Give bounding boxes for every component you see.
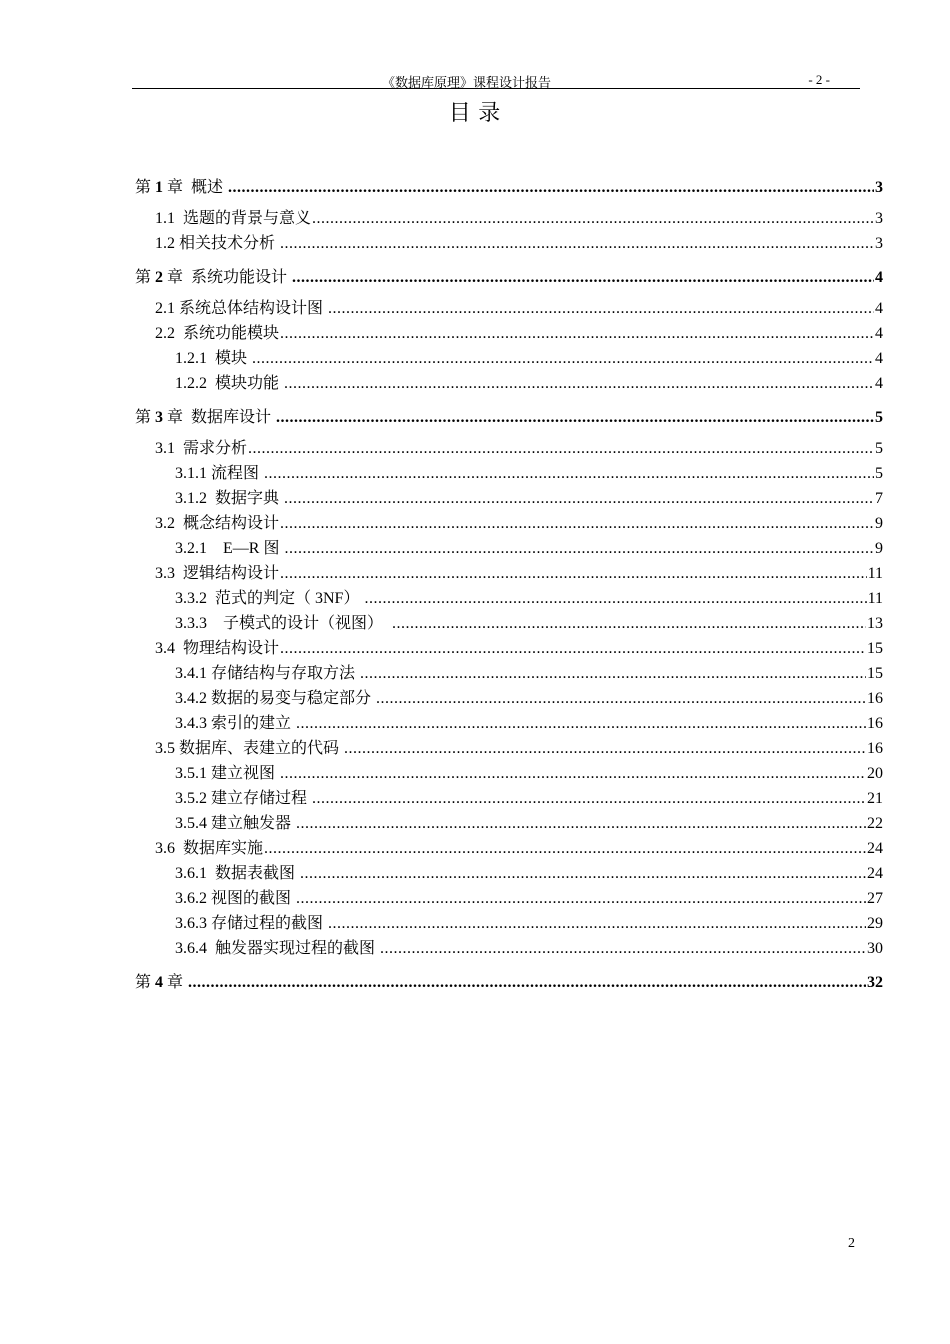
toc-entry-label: 3.4.1 存储结构与存取方法 xyxy=(175,665,360,682)
toc-page-number: 16 xyxy=(867,715,883,732)
toc-leader-dots xyxy=(300,861,866,886)
header-page-marker: - 2 - xyxy=(808,72,830,87)
toc-entry[interactable] xyxy=(135,511,883,536)
toc-page-number: 20 xyxy=(867,765,883,782)
toc-entry-label: 3.4.3 索引的建立 xyxy=(175,715,296,732)
toc-page-number: 13 xyxy=(867,615,883,632)
toc-page-number: 15 xyxy=(867,665,883,682)
toc-leader-dots xyxy=(328,911,866,936)
toc-entry[interactable] xyxy=(135,561,883,586)
toc-page-number: 4 xyxy=(875,300,883,317)
toc-leader-dots xyxy=(360,661,866,686)
toc-entry[interactable] xyxy=(135,936,883,961)
toc-entry[interactable] xyxy=(135,486,883,511)
toc-entry[interactable] xyxy=(135,861,883,886)
toc-chapter-entry[interactable] xyxy=(135,405,883,430)
toc-entry[interactable] xyxy=(135,711,883,736)
toc-entry-label: 3.1.2 数据字典 xyxy=(175,490,284,507)
table-of-contents xyxy=(135,175,883,1001)
toc-page-number: 24 xyxy=(867,840,883,857)
toc-leader-dots xyxy=(312,786,866,811)
toc-leader-dots xyxy=(228,175,874,200)
toc-leader-dots xyxy=(344,736,866,761)
toc-entry-label: 3.2 概念结构设计 xyxy=(155,515,280,532)
toc-page-number: 24 xyxy=(867,865,883,882)
toc-page-number: 3 xyxy=(875,179,883,196)
toc-entry[interactable] xyxy=(135,836,883,861)
toc-entry[interactable] xyxy=(135,436,883,461)
toc-entry-label: 3.4.2 数据的易变与稳定部分 xyxy=(175,690,376,707)
toc-entry[interactable] xyxy=(135,761,883,786)
toc-leader-dots xyxy=(264,461,874,486)
toc-chapter-entry[interactable] xyxy=(135,175,883,200)
toc-page-number: 3 xyxy=(875,210,883,227)
toc-leader-dots xyxy=(284,371,874,396)
toc-entry[interactable] xyxy=(135,346,883,371)
toc-page-number: 5 xyxy=(875,409,883,426)
toc-entry-label: 3.3.2 范式的判定（ 3NF） xyxy=(175,590,364,607)
running-header xyxy=(132,70,860,89)
toc-entry-label: 3.6.2 视图的截图 xyxy=(175,890,296,907)
toc-entry[interactable] xyxy=(135,736,883,761)
toc-page-number: 9 xyxy=(875,540,883,557)
toc-page-number: 5 xyxy=(875,440,883,457)
toc-entry[interactable] xyxy=(135,911,883,936)
toc-leader-dots xyxy=(188,970,866,995)
toc-leader-dots xyxy=(364,586,866,611)
toc-leader-dots xyxy=(280,636,866,661)
toc-leader-dots xyxy=(392,611,866,636)
toc-entry[interactable] xyxy=(135,321,883,346)
toc-leader-dots xyxy=(284,536,874,561)
toc-leader-dots xyxy=(376,686,866,711)
toc-page-number: 22 xyxy=(867,815,883,832)
toc-entry-label: 3.3.3 子模式的设计（视图） xyxy=(175,615,392,632)
toc-page-number: 30 xyxy=(867,940,883,957)
toc-page-number: 9 xyxy=(875,515,883,532)
toc-entry-label: 2.2 系统功能模块 xyxy=(155,325,280,342)
toc-page-number: 16 xyxy=(867,690,883,707)
toc-entry-label: 1.2.2 模块功能 xyxy=(175,375,284,392)
toc-page-number: 11 xyxy=(867,590,883,607)
toc-entry[interactable] xyxy=(135,686,883,711)
toc-chapter-entry[interactable] xyxy=(135,265,883,290)
toc-entry-label: 第 3 章 数据库设计 xyxy=(135,409,276,426)
toc-entry[interactable] xyxy=(135,536,883,561)
toc-page-number: 3 xyxy=(875,235,883,252)
toc-page-number: 16 xyxy=(867,740,883,757)
toc-entry-label: 1.2 相关技术分析 xyxy=(155,235,280,252)
toc-entry-label: 3.2.1 E—R 图 xyxy=(175,540,284,557)
toc-leader-dots xyxy=(284,486,874,511)
toc-leader-dots xyxy=(280,231,874,256)
toc-entry[interactable] xyxy=(135,296,883,321)
toc-page-number: 32 xyxy=(867,974,883,991)
toc-entry-label: 3.3 逻辑结构设计 xyxy=(155,565,280,582)
toc-entry[interactable] xyxy=(135,371,883,396)
toc-entry-label: 1.2.1 模块 xyxy=(175,350,252,367)
toc-entry-label: 3.6.4 触发器实现过程的截图 xyxy=(175,940,380,957)
toc-chapter-entry[interactable] xyxy=(135,970,883,995)
toc-page-number: 11 xyxy=(867,565,883,582)
toc-entry-label: 2.1 系统总体结构设计图 xyxy=(155,300,328,317)
toc-page-number: 4 xyxy=(875,350,883,367)
toc-entry-label: 第 4 章 xyxy=(135,974,188,991)
toc-entry-label: 3.6 数据库实施 xyxy=(155,840,264,857)
toc-entry[interactable] xyxy=(135,206,883,231)
toc-entry[interactable] xyxy=(135,811,883,836)
toc-entry-label: 3.6.3 存储过程的截图 xyxy=(175,915,328,932)
toc-page-number: 4 xyxy=(875,325,883,342)
toc-entry[interactable] xyxy=(135,231,883,256)
toc-entry[interactable] xyxy=(135,586,883,611)
toc-entry[interactable] xyxy=(135,636,883,661)
toc-leader-dots xyxy=(296,811,866,836)
toc-leader-dots xyxy=(280,321,874,346)
toc-entry-label: 3.5.1 建立视图 xyxy=(175,765,280,782)
toc-leader-dots xyxy=(248,436,874,461)
toc-page-number: 4 xyxy=(875,269,883,286)
toc-leader-dots xyxy=(296,886,866,911)
toc-entry-label: 3.5.4 建立触发器 xyxy=(175,815,296,832)
footer-page-number: 2 xyxy=(848,1236,855,1251)
toc-leader-dots xyxy=(264,836,866,861)
toc-leader-dots xyxy=(280,561,867,586)
toc-leader-dots xyxy=(280,511,874,536)
toc-leader-dots xyxy=(328,296,874,321)
toc-leader-dots xyxy=(292,265,874,290)
toc-page-number: 21 xyxy=(867,790,883,807)
toc-page-number: 7 xyxy=(875,490,883,507)
toc-entry[interactable] xyxy=(135,611,883,636)
toc-leader-dots xyxy=(312,206,874,231)
toc-entry[interactable] xyxy=(135,461,883,486)
toc-leader-dots xyxy=(380,936,866,961)
toc-entry[interactable] xyxy=(135,661,883,686)
toc-page-number: 29 xyxy=(867,915,883,932)
toc-page-number: 4 xyxy=(875,375,883,392)
toc-heading: 目 录 xyxy=(448,100,502,125)
toc-leader-dots xyxy=(276,405,874,430)
toc-entry-label: 3.4 物理结构设计 xyxy=(155,640,280,657)
toc-entry-label: 1.1 选题的背景与意义 xyxy=(155,210,312,227)
toc-page-number: 5 xyxy=(875,465,883,482)
toc-entry-label: 第 1 章 概述 xyxy=(135,179,228,196)
toc-entry-label: 第 2 章 系统功能设计 xyxy=(135,269,292,286)
toc-entry-label: 3.1.1 流程图 xyxy=(175,465,264,482)
toc-entry-label: 3.5.2 建立存储过程 xyxy=(175,790,312,807)
toc-leader-dots xyxy=(296,711,866,736)
toc-entry-label: 3.5 数据库、表建立的代码 xyxy=(155,740,344,757)
toc-page-number: 15 xyxy=(867,640,883,657)
toc-entry[interactable] xyxy=(135,786,883,811)
header-title: 《数据库原理》课程设计报告 xyxy=(382,75,552,90)
toc-leader-dots xyxy=(252,346,874,371)
toc-entry[interactable] xyxy=(135,886,883,911)
toc-entry-label: 3.6.1 数据表截图 xyxy=(175,865,300,882)
toc-leader-dots xyxy=(280,761,866,786)
toc-entry-label: 3.1 需求分析 xyxy=(155,440,248,457)
toc-page-number: 27 xyxy=(867,890,883,907)
